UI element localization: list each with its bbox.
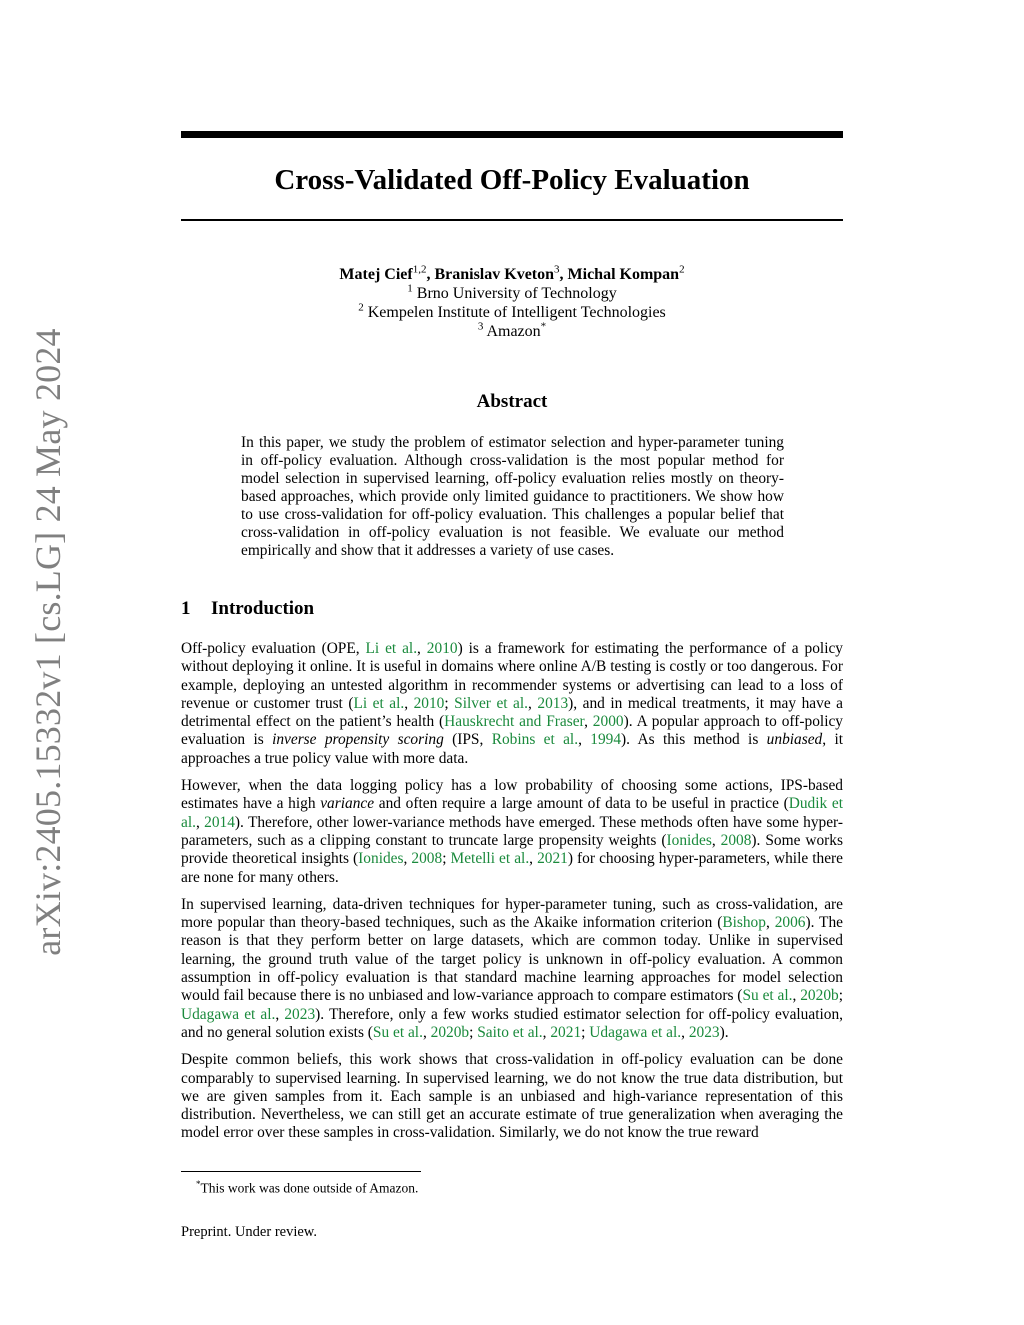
footnote (196, 1176, 836, 1197)
citation-link[interactable]: 2020b (430, 1023, 470, 1041)
footnote-text: This work was done outside of Amazon. (200, 1180, 419, 1196)
citation-link[interactable]: Hauskrecht and Fraser (444, 713, 585, 731)
affiliation-text: Amazon (483, 323, 541, 340)
citation-link[interactable]: 2008 (411, 850, 443, 868)
author-names (181, 265, 843, 284)
affiliation-sup: 1 (407, 282, 413, 295)
author-block (181, 265, 843, 341)
citation-link[interactable]: Udagawa et al. (589, 1023, 682, 1041)
preprint-notice: Preprint. Under review. (181, 1224, 317, 1240)
citation-link[interactable]: Silver et al. (454, 694, 529, 712)
paragraph-1: Off-policy evaluation (OPE, Li et al., 2010) is a framework for estimating the performance of a policy without deploying it online. It is useful in domains where online A/B testing is costly or too dangerous. For example, deploying an untested algorithm in recommender systems or advertising can lead to a loss of revenue or customer trust (Li et al., 2010; Silver et al., 2013), and in medical treatments, it may have a detrimental effect on the patient’s health (Hauskrecht and Fraser, 2000). A popular approach to off-policy evaluation is inverse propensity scoring (IPS, Robins et al., 1994). As this method is unbiased, it approaches a true policy value with more data. (181, 640, 843, 767)
introduction-body (181, 640, 843, 1152)
affiliation-sup: 2 (358, 301, 364, 314)
section-number: 1 (181, 598, 191, 619)
paragraph-4: Despite common beliefs, this work shows that cross-validation in off-policy evaluation can be done comparably to supervised learning. In supervised learning, we do not know the true data distribution, but we are given samples from it. Each sample is an unbiased and high-variance representation of this distribution. Nevertheless, we can still get an accurate estimate of true generalization when averaging the model error over these samples in cross-validation. Similarly, we do not know the true reward (181, 1051, 843, 1142)
author-affil-sup: 3 (554, 263, 560, 276)
citation-link[interactable]: Dudik et al. (181, 795, 844, 831)
author-name: , Michal Kompan (559, 266, 680, 283)
citation-link[interactable]: Udagawa et al. (181, 1005, 276, 1023)
section-title: Introduction (211, 598, 315, 619)
affiliation-sup: 3 (477, 320, 484, 333)
author-name: , Branislav Kveton (426, 266, 555, 283)
title-top-rule (181, 131, 843, 138)
author-name: Matej Cief (339, 266, 413, 283)
citation-link[interactable]: 2021 (550, 1023, 582, 1041)
citation-link[interactable]: 2006 (774, 914, 806, 932)
paragraph-3: In supervised learning, data-driven techniques for hyper-parameter tuning, such as cross-validation, are more popular than theory-based techniques, such as the Akaike information criterion (Bishop, 2006). The reason is that they perform better on large datasets, which are common today. Unlike in supervised learning, the ground truth value of the target policy is unknown in off-policy evaluation. A common assumption in off-policy evaluation is that standard machine learning approaches for model selection would fail because there is no unbiased and low-variance approach to compare estimators (Su et al., 2020b; Udagawa et al., 2023). Therefore, only a few works studied estimator selection for off-policy evaluation, and no general solution exists (Su et al., 2020b; Saito et al., 2021; Udagawa et al., 2023). (181, 895, 843, 1041)
emphasis: variance (320, 795, 375, 813)
emphasis: unbiased (766, 731, 823, 749)
citation-link[interactable]: 1994 (590, 731, 622, 749)
paper-title: Cross-Validated Off-Policy Evaluation (274, 164, 750, 196)
author-affil-sup: 1,2 (412, 263, 427, 276)
citation-link[interactable]: 2020b (800, 987, 839, 1005)
citation-link[interactable]: 2021 (537, 850, 568, 868)
citation-link[interactable]: Saito et al. (477, 1023, 543, 1041)
emphasis: inverse propensity scoring (272, 731, 444, 749)
citation-link[interactable]: Metelli et al. (450, 850, 530, 868)
paragraph-2: However, when the data logging policy has a low probability of choosing some actions, IPS-based estimates have a high variance and often require a large amount of data to be useful in practice (Dudik et al., 2014). Therefore, other lower-variance methods have emerged. These methods often have some hyper-parameters, such as a clipping constant to truncate large propensity weights (Ionides, 2008). Some works provide theoretical insights (Ionides, 2008; Metelli et al., 2021) for choosing hyper-parameters, while there are none for many others. (181, 777, 844, 886)
footnote-rule (181, 1171, 421, 1172)
author-affil-sup: 2 (679, 263, 685, 276)
citation-link[interactable]: Su et al. (742, 987, 793, 1005)
citation-link[interactable]: 2000 (592, 713, 624, 731)
citation-link[interactable]: 2023 (284, 1005, 316, 1023)
citation-link[interactable]: 2014 (204, 813, 235, 831)
title-bottom-rule (181, 219, 843, 221)
arxiv-identifier-stamp: arXiv:2405.15332v1 [cs.LG] 24 May 2024 (28, 328, 68, 956)
affiliation-3 (181, 322, 843, 341)
citation-link[interactable]: Li et al. (353, 694, 405, 712)
affiliation-1 (181, 284, 843, 303)
footnote-marker: * (196, 1179, 201, 1189)
citation-link[interactable]: Li et al. (365, 640, 418, 657)
abstract-text: In this paper, we study the problem of estimator selection and hyper-parameter tuning in off-policy evaluation. Although cross-validation is the most popular method for model selection in supervised learning, off-policy evaluation relies mostly on theory-based approaches, which provide only limited guidance to practitioners. We show how to use cross-validation for off-policy evaluation. This challenges a popular belief that cross-validation in off-policy evaluation is not feasible. We evaluate our method empirically and show that it addresses a variety of use cases. (241, 434, 784, 559)
footnote-marker: * (540, 320, 547, 333)
affiliation-text: Brno University of Technology (412, 285, 617, 302)
affiliation-text: Kempelen Institute of Intelligent Technologies (363, 304, 666, 321)
affiliation-2 (181, 303, 843, 322)
citation-link[interactable]: Su et al. (372, 1023, 423, 1041)
citation-link[interactable]: Ionides (358, 850, 404, 868)
citation-link[interactable]: Robins et al. (491, 731, 579, 749)
citation-link[interactable]: Bishop (722, 914, 766, 932)
citation-link[interactable]: 2010 (426, 640, 458, 657)
abstract-heading: Abstract (476, 391, 548, 412)
citation-link[interactable]: Ionides (666, 831, 712, 849)
citation-link[interactable]: 2010 (413, 694, 445, 712)
citation-link[interactable]: 2008 (720, 831, 752, 849)
section-heading-introduction (181, 598, 843, 620)
citation-link[interactable]: 2013 (537, 694, 569, 712)
citation-link[interactable]: 2023 (688, 1023, 720, 1041)
